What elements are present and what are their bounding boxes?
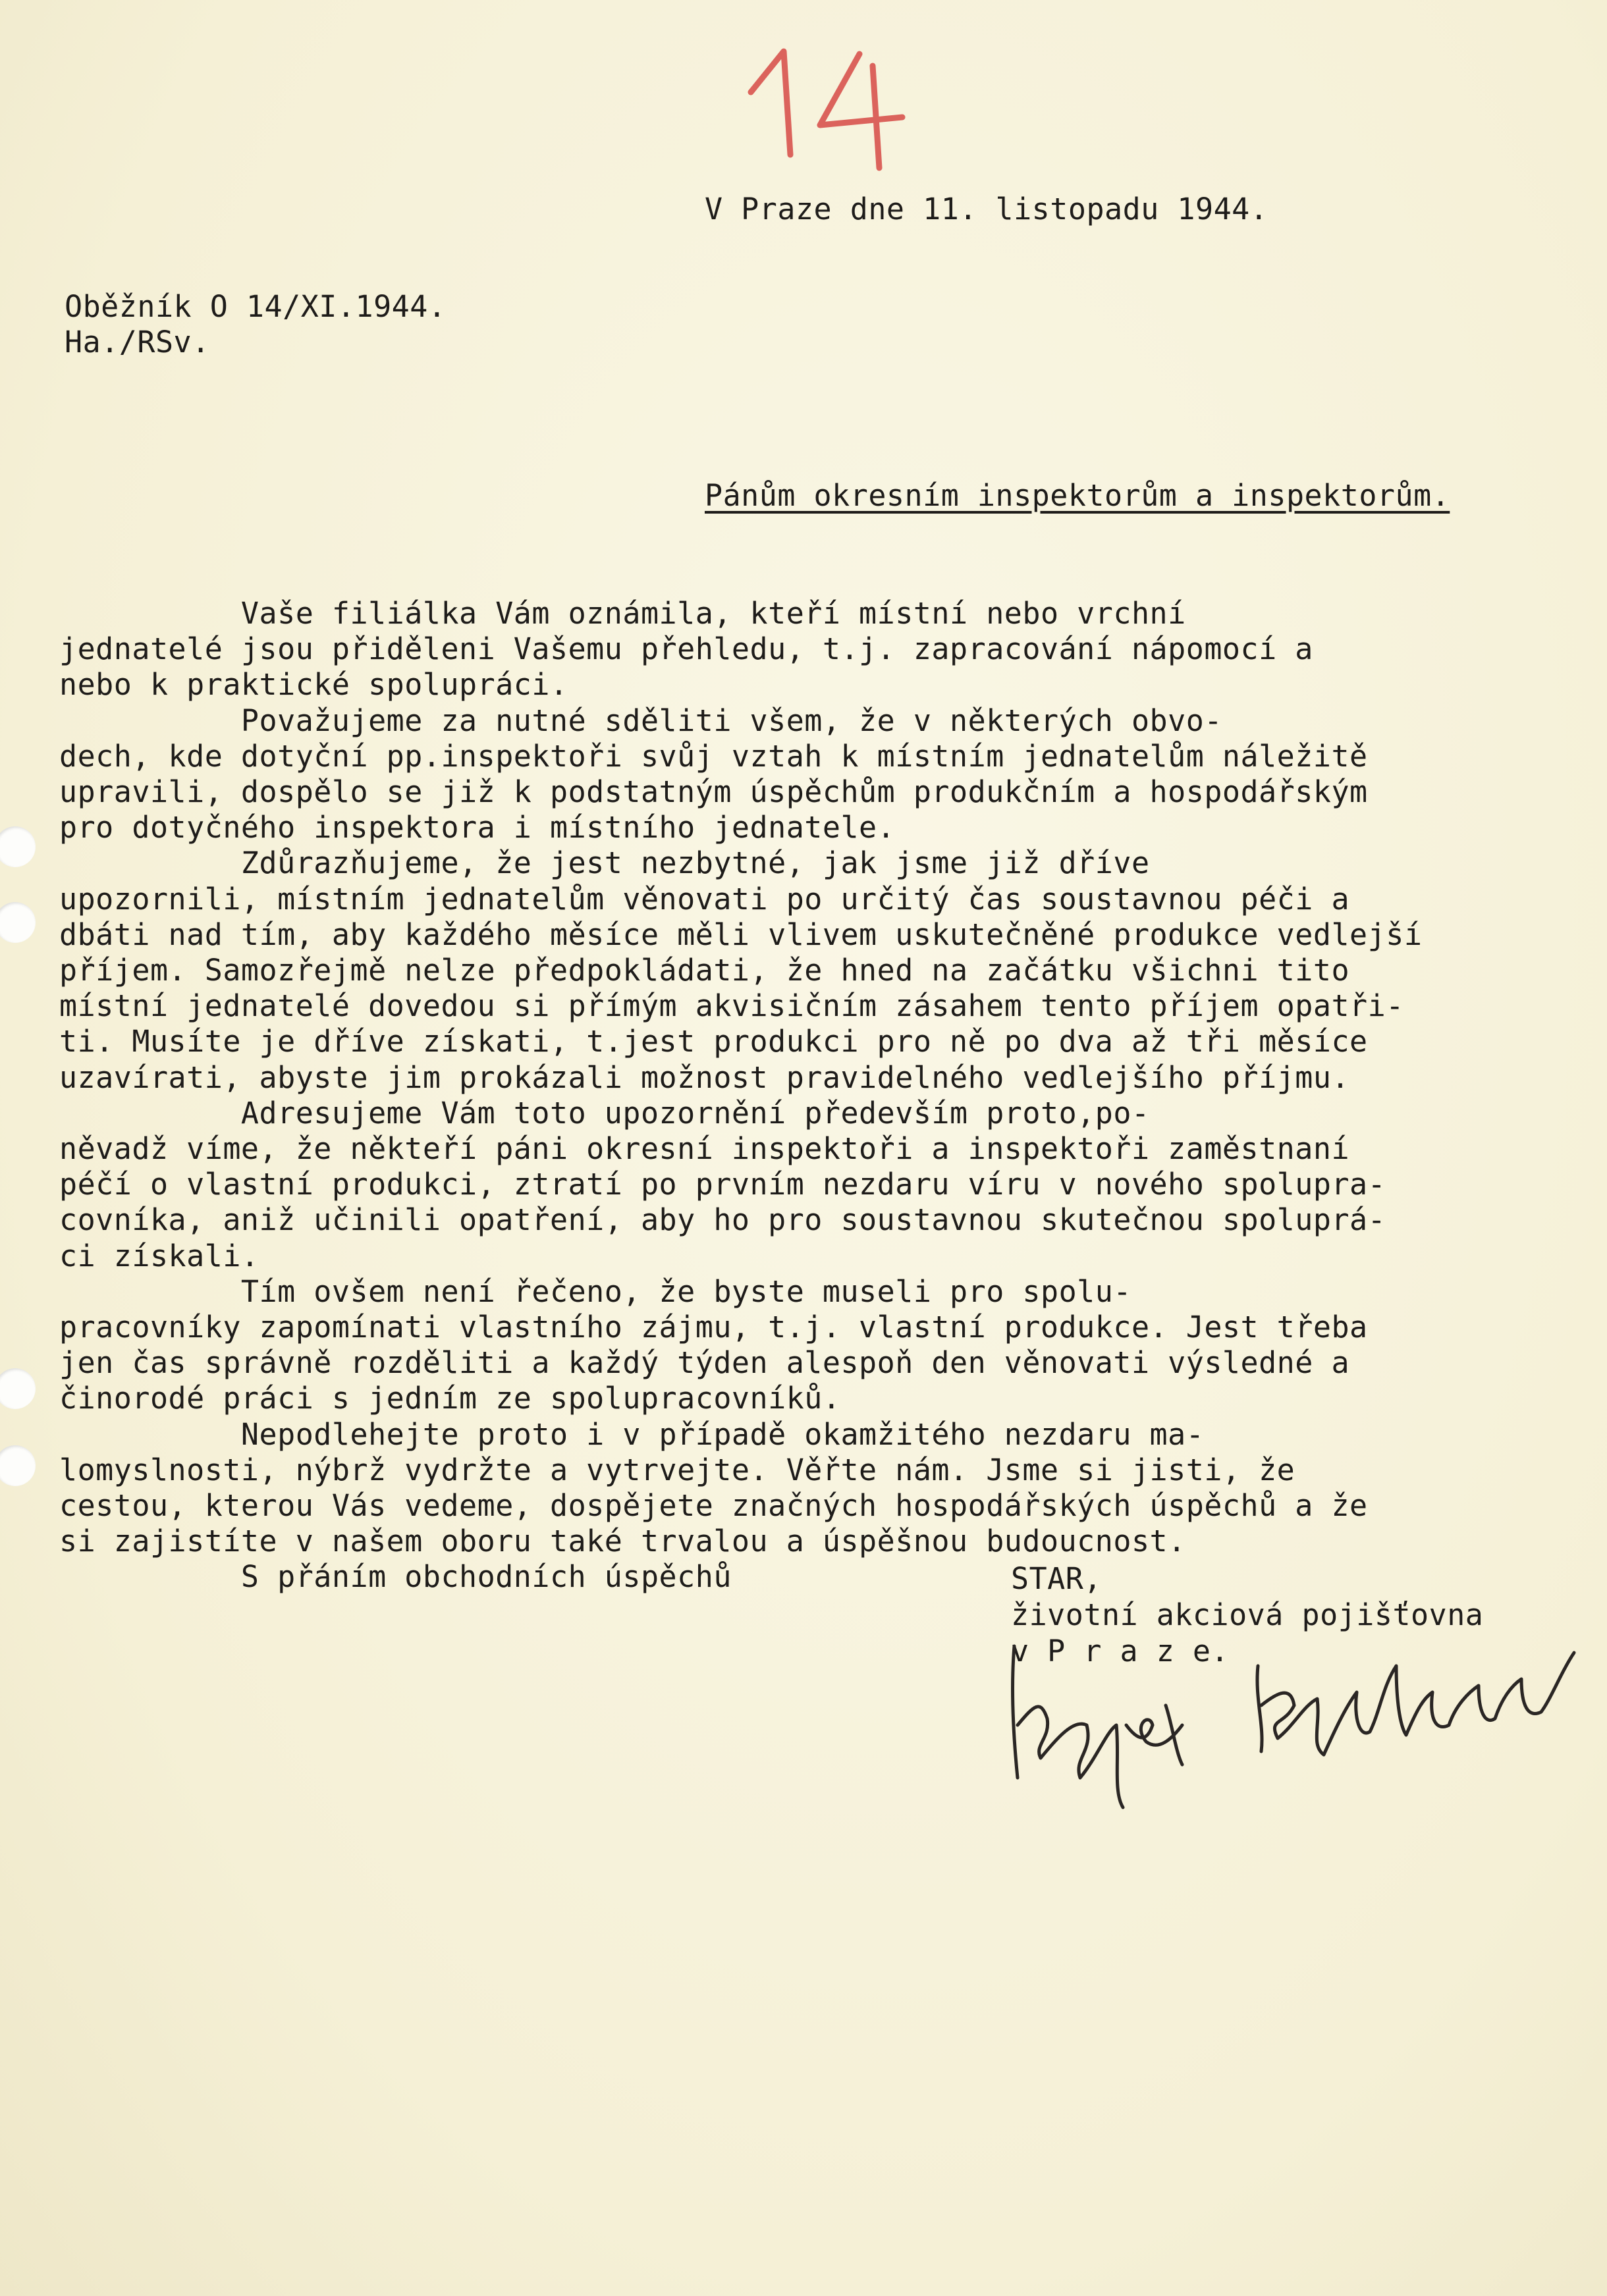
body-line: dech, kde dotyční pp.inspektoři svůj vztah k místním jednatelům náležitě: [59, 738, 1368, 774]
body-line: nebo k praktické spolupráci.: [59, 667, 568, 703]
body-line: Vaše filiálka Vám oznámila, kteří místní nebo vrchní: [59, 596, 1186, 631]
body-line: jen čas správně rozděliti a každý týden alespoň den věnovati výsledné a: [59, 1345, 1350, 1381]
body-line: pracovníky zapomínati vlastního zájmu, t.j. vlastní produkce. Jest třeba: [59, 1310, 1368, 1345]
date-line: V Praze dne 11. listopadu 1944.: [705, 192, 1268, 227]
body-line: Tím ovšem není řečeno, že byste museli pro spolu-: [59, 1273, 1131, 1309]
closing-company: STAR,: [1011, 1561, 1102, 1596]
body-line: Zdůrazňujeme, že jest nezbytné, jak jsme již dříve: [59, 845, 1150, 881]
body-line: upozornili, místním jednatelům věnovati po určitý čas soustavnou péči a: [59, 881, 1350, 917]
body-line: ti. Musíte je dříve získati, t.jest produkci pro ně po dva až tři měsíce: [59, 1024, 1368, 1059]
punch-hole: [0, 1368, 36, 1409]
body-line: ci získali.: [59, 1238, 259, 1273]
body-line: příjem. Samozřejmě nelze předpokládati, že hned na začátku všichni tito: [59, 953, 1350, 988]
body-line: covníka, aniž učinili opatření, aby ho pro soustavnou skutečnou spoluprá-: [59, 1202, 1386, 1238]
body-line: Považujeme za nutné sděliti všem, že v některých obvo-: [59, 703, 1222, 738]
punch-hole: [0, 826, 36, 867]
signature-right: [1257, 1653, 1574, 1755]
punch-hole: [0, 902, 36, 943]
body-line: lomyslnosti, nýbrž vydržte a vytrvejte. Věřte nám. Jsme si jisti, že: [59, 1452, 1295, 1487]
body-line: pro dotyčného inspektora i místního jednatele.: [59, 810, 896, 845]
closing-company-type: životní akciová pojišťovna: [1011, 1597, 1484, 1632]
body-line: něvadž víme, že někteří páni okresní inspektoři a inspektoři zaměstnaní: [59, 1131, 1350, 1167]
body-line: činorodé práci s jedním ze spolupracovníků.: [59, 1381, 841, 1416]
body-line: uzavírati, abyste jim prokázali možnost pravidelného vedlejšího příjmu.: [59, 1059, 1350, 1095]
body-line: dbáti nad tím, aby každého měsíce měli vlivem uskutečněné produkce vedlejší: [59, 917, 1423, 952]
body-line: upravili, dospělo se již k podstatným úspěchům produkčním a hospodářským: [59, 774, 1368, 810]
body-line: Nepodlehejte proto i v případě okamžitého nezdaru ma-: [59, 1416, 1205, 1452]
letter-body: [59, 596, 1574, 1595]
body-line: S přáním obchodních úspěchů: [59, 1559, 732, 1595]
signature-left: [1013, 1646, 1182, 1807]
body-line: péčí o vlastní produkci, ztratí po prvním nezdaru víru v nového spolupra-: [59, 1167, 1386, 1202]
body-line: místní jednatelé dovedou si přímým akvisičním zásahem tento příjem opatři-: [59, 988, 1404, 1024]
closing-city: v P r a z e.: [1011, 1634, 1230, 1669]
salutation-line: Pánům okresním inspektorům a inspektorům.: [705, 478, 1450, 513]
handwritten-page-number: [738, 40, 909, 171]
body-line: si zajistíte v našem oboru také trvalou a úspěšnou budoucnost.: [59, 1524, 1186, 1559]
body-line: jednatelé jsou přiděleni Vašemu přehledu, t.j. zapracování nápomocí a: [59, 631, 1313, 667]
body-line: cestou, kterou Vás vedeme, dospějete značných hospodářských úspěchů a že: [59, 1488, 1368, 1524]
punch-hole: [0, 1445, 36, 1486]
circular-number: Oběžník O 14/XI.1944.: [65, 289, 447, 324]
reference-initials: Ha./RSv.: [65, 325, 210, 360]
body-line: Adresujeme Vám toto upozornění především proto,po-: [59, 1095, 1150, 1131]
handwritten-signatures: [994, 1626, 1587, 1817]
